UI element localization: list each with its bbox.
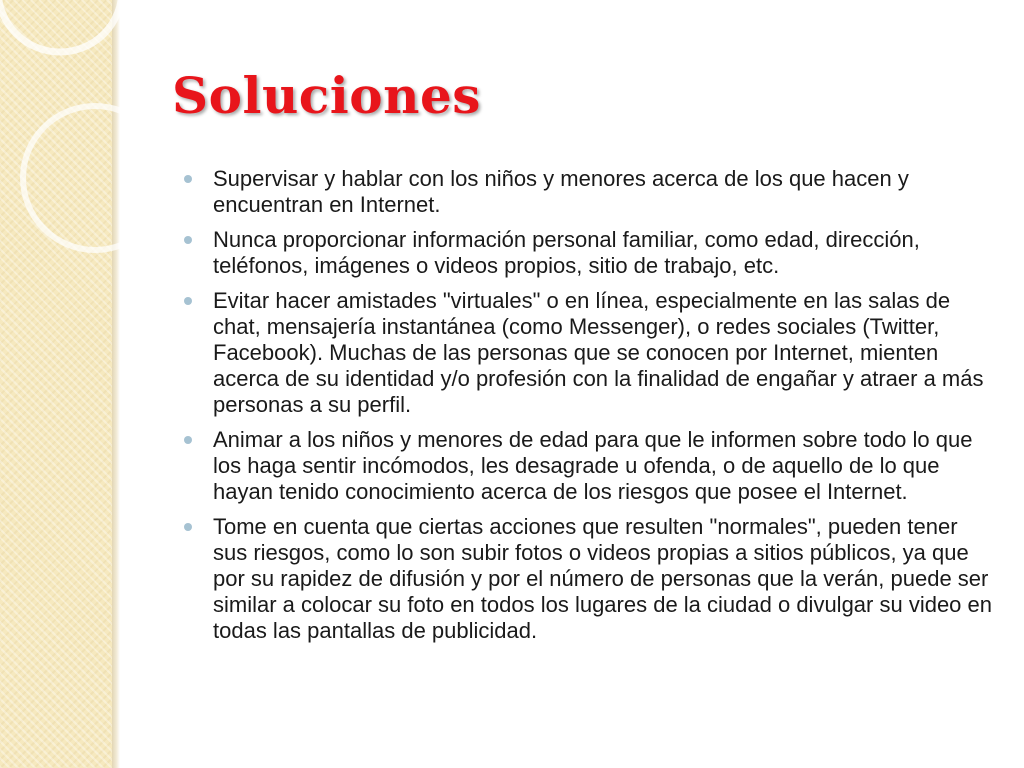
bullet-dot-icon [184, 297, 192, 305]
bullet-item [176, 227, 992, 279]
bullet-item [176, 166, 992, 218]
bullet-list [176, 166, 992, 653]
bullet-text: Evitar hacer amistades "virtuales" o en línea, especialmente en las salas de chat, mensajería instantánea (como Messenger), o redes sociales (Twitter, Facebook). Muchas de las personas que se conocen por Internet, mienten acerca de su identidad y/o profesión con la finalidad de engañar y atraer a más personas a su perfil. [213, 288, 984, 417]
bullet-text: Supervisar y hablar con los niños y menores acerca de los que hacen y encuentran en Internet. [213, 166, 909, 217]
bullet-dot-icon [184, 436, 192, 444]
bullet-item [176, 288, 992, 418]
slide-title: Soluciones [172, 66, 481, 125]
bullet-dot-icon [184, 175, 192, 183]
bullet-dot-icon [184, 236, 192, 244]
decorative-circles-icon [0, 0, 200, 260]
bullet-item [176, 427, 992, 505]
bullet-text: Animar a los niños y menores de edad para que le informen sobre todo lo que los haga sentir incómodos, les desagrade u ofenda, o de aquello de lo que hayan tenido conocimiento acerca de los riesgos que posee el Internet. [213, 427, 973, 504]
bullet-text: Nunca proporcionar información personal familiar, como edad, dirección, teléfonos, imágenes o videos propios, sitio de trabajo, etc. [213, 227, 920, 278]
bullet-item [176, 514, 992, 644]
bullet-text: Tome en cuenta que ciertas acciones que resulten "normales", pueden tener sus riesgos, como lo son subir fotos o videos propias a sitios públicos, ya que por su rapidez de difusión y por el número de personas que la verán, puede ser similar a colocar su foto en todos los lugares de la ciudad o divulgar su video en todas las pantallas de publicidad. [213, 514, 993, 643]
bullet-dot-icon [184, 523, 192, 531]
